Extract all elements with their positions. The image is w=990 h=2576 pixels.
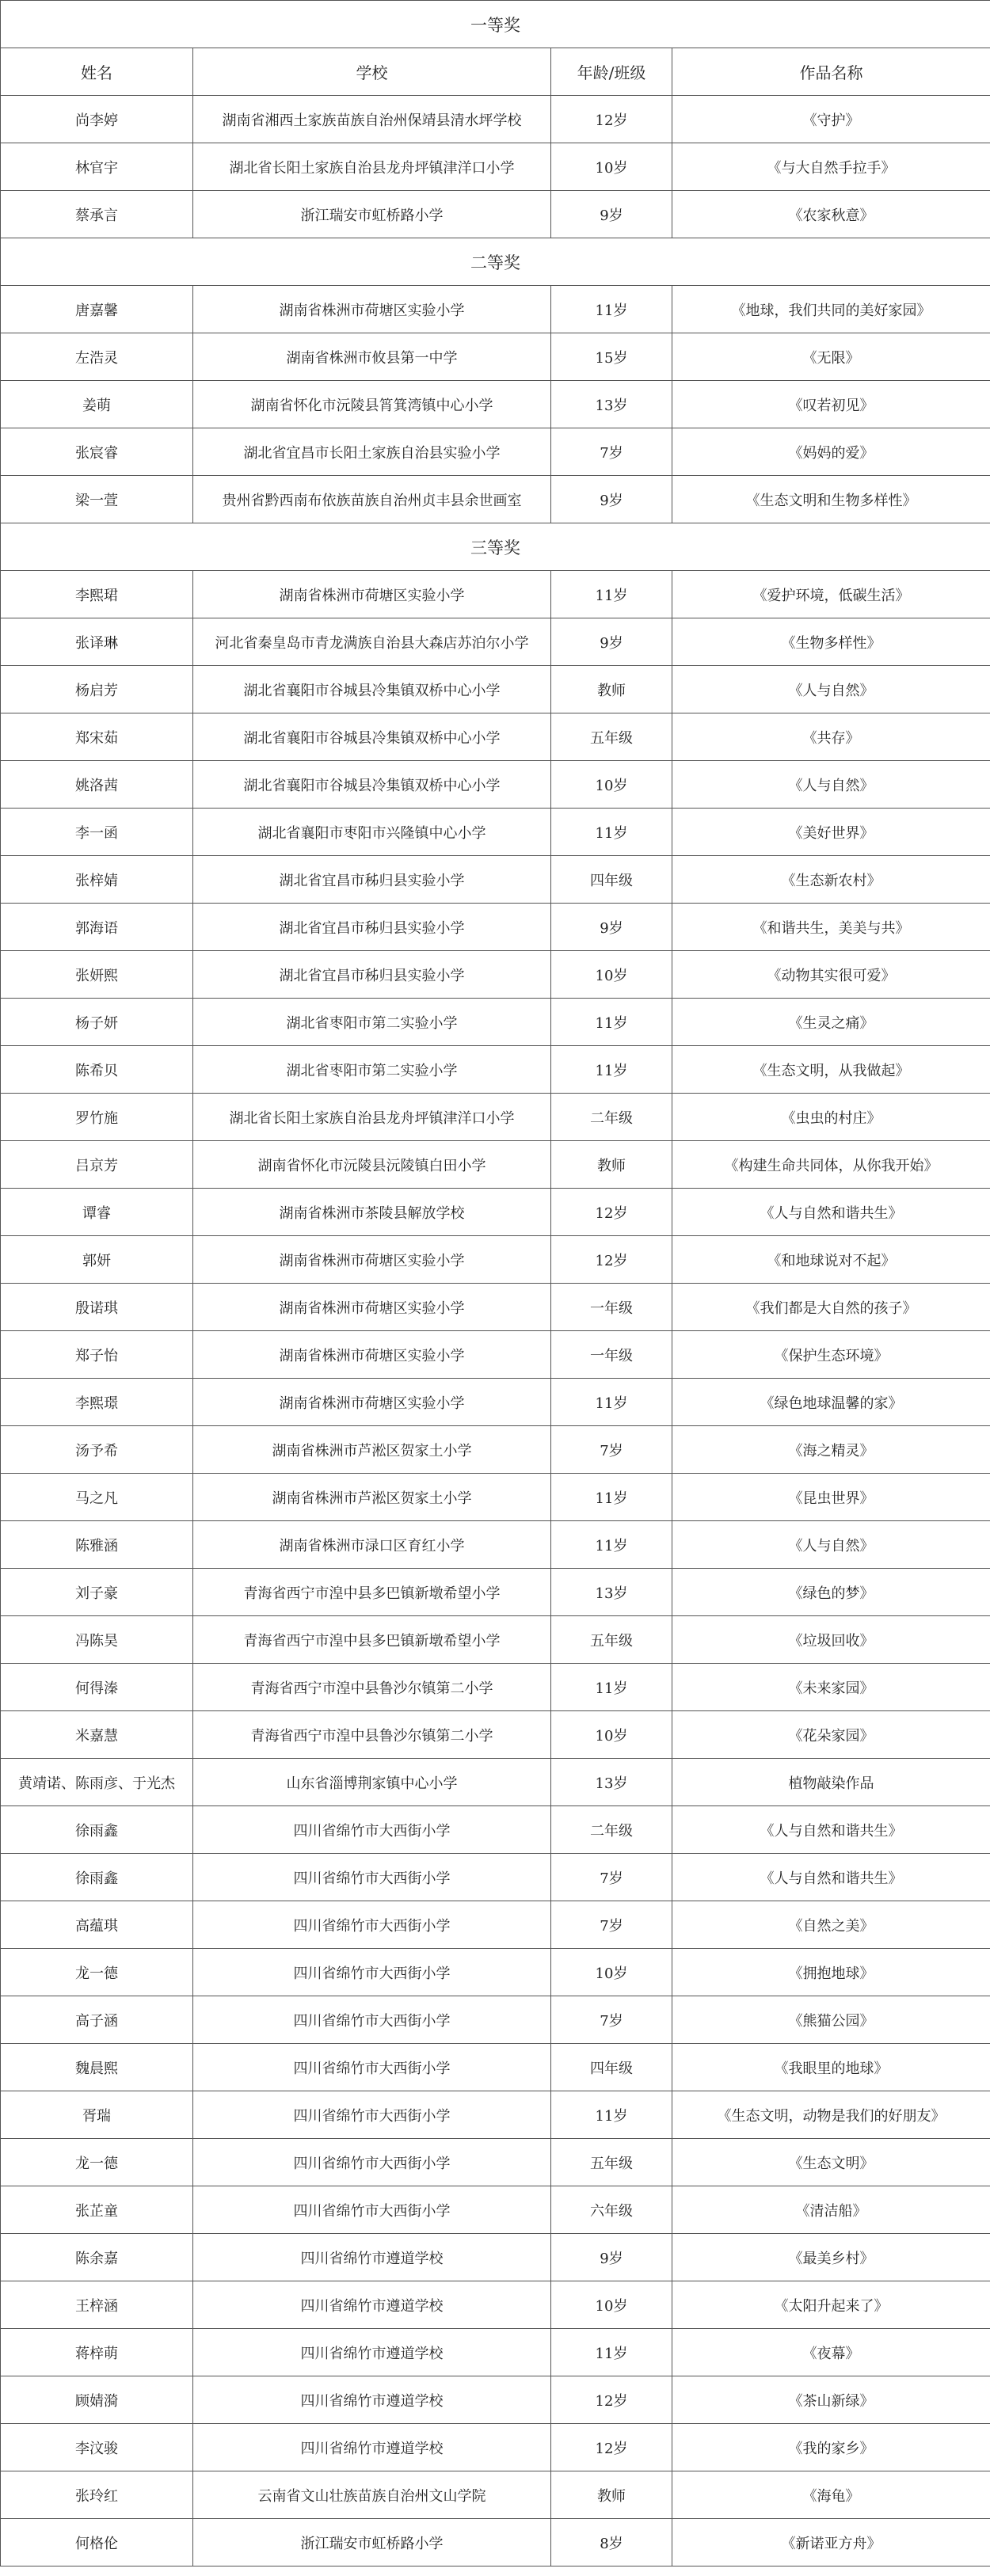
school-cell: 山东省淄博荆家镇中心小学: [193, 1759, 551, 1806]
school-cell: 贵州省黔西南布依族苗族自治州贞丰县余世画室: [193, 476, 551, 523]
name-cell: 尚李婷: [1, 96, 193, 143]
table-row: [1, 2329, 990, 2376]
name-cell: 张妍熙: [1, 951, 193, 999]
name-cell: 李汶骏: [1, 2424, 193, 2471]
name-cell: 郭妍: [1, 1236, 193, 1284]
school-cell: 河北省秦皇岛市青龙满族自治县大森店苏泊尔小学: [193, 618, 551, 666]
table-row: [1, 191, 990, 238]
name-cell: 吕京芳: [1, 1141, 193, 1189]
age-grade-cell: 12岁: [551, 2424, 672, 2471]
work-title-cell: 《动物其实很可爱》: [672, 951, 990, 999]
age-grade-cell: 9岁: [551, 618, 672, 666]
age-grade-cell: 10岁: [551, 1949, 672, 1996]
table-row: [1, 2471, 990, 2519]
award-section-title: 二等奖: [1, 238, 990, 286]
work-title-cell: 《生态新农村》: [672, 856, 990, 904]
age-grade-cell: 7岁: [551, 428, 672, 476]
table-row: [1, 2234, 990, 2281]
work-title-cell: 《绿色地球温馨的家》: [672, 1379, 990, 1426]
table-row: [1, 1094, 990, 1141]
name-cell: 姚洛茜: [1, 761, 193, 809]
work-title-cell: 《绿色的梦》: [672, 1569, 990, 1616]
name-cell: 陈余嘉: [1, 2234, 193, 2281]
age-grade-cell: 9岁: [551, 2234, 672, 2281]
work-title-cell: 《无限》: [672, 333, 990, 381]
table-row: [1, 1474, 990, 1521]
age-grade-cell: 11岁: [551, 571, 672, 618]
age-grade-cell: 11岁: [551, 1664, 672, 1711]
age-grade-cell: 四年级: [551, 2044, 672, 2091]
age-grade-cell: 二年级: [551, 1806, 672, 1854]
age-grade-cell: 教师: [551, 666, 672, 713]
work-title-cell: 《地球，我们共同的美好家园》: [672, 286, 990, 333]
age-grade-cell: 五年级: [551, 713, 672, 761]
name-cell: 左浩灵: [1, 333, 193, 381]
age-grade-cell: 六年级: [551, 2186, 672, 2234]
table-row: [1, 1616, 990, 1664]
table-row: [1, 2186, 990, 2234]
name-cell: 张芷童: [1, 2186, 193, 2234]
header-work-title: 作品名称: [672, 48, 990, 96]
school-cell: 四川省绵竹市遵道学校: [193, 2376, 551, 2424]
school-cell: 湖北省襄阳市谷城县冷集镇双桥中心小学: [193, 761, 551, 809]
name-cell: 米嘉慧: [1, 1711, 193, 1759]
name-cell: 蔡承言: [1, 191, 193, 238]
work-title-cell: 《我眼里的地球》: [672, 2044, 990, 2091]
table-row: [1, 1426, 990, 1474]
work-title-cell: 《海龟》: [672, 2471, 990, 2519]
table-row: [1, 1569, 990, 1616]
name-cell: 冯陈昊: [1, 1616, 193, 1664]
age-grade-cell: 10岁: [551, 951, 672, 999]
name-cell: 汤予希: [1, 1426, 193, 1474]
table-row: [1, 476, 990, 523]
school-cell: 青海省西宁市湟中县多巴镇新墩希望小学: [193, 1569, 551, 1616]
table-row: [1, 1189, 990, 1236]
school-cell: 青海省西宁市湟中县鲁沙尔镇第二小学: [193, 1664, 551, 1711]
table-header-row: [1, 48, 990, 96]
school-cell: 四川省绵竹市大西街小学: [193, 2186, 551, 2234]
award-section-title: 一等奖: [1, 1, 990, 48]
school-cell: 湖北省襄阳市枣阳市兴隆镇中心小学: [193, 809, 551, 856]
table-row: [1, 856, 990, 904]
school-cell: 湖北省长阳土家族自治县龙舟坪镇津洋口小学: [193, 1094, 551, 1141]
work-title-cell: 《我的家乡》: [672, 2424, 990, 2471]
work-title-cell: 《叹若初见》: [672, 381, 990, 428]
table-row: [1, 1046, 990, 1094]
school-cell: 湖北省枣阳市第二实验小学: [193, 1046, 551, 1094]
table-row: [1, 809, 990, 856]
work-title-cell: 《与大自然手拉手》: [672, 143, 990, 191]
name-cell: 陈希贝: [1, 1046, 193, 1094]
table-row: [1, 1901, 990, 1949]
age-grade-cell: 11岁: [551, 1521, 672, 1569]
name-cell: 何格伦: [1, 2519, 193, 2566]
work-title-cell: 《最美乡村》: [672, 2234, 990, 2281]
table-row: [1, 2424, 990, 2471]
table-row: [1, 571, 990, 618]
header-school: 学校: [193, 48, 551, 96]
table-row: [1, 1759, 990, 1806]
name-cell: 杨启芳: [1, 666, 193, 713]
school-cell: 四川省绵竹市遵道学校: [193, 2234, 551, 2281]
work-title-cell: 《生灵之痛》: [672, 999, 990, 1046]
age-grade-cell: 11岁: [551, 1046, 672, 1094]
table-row: [1, 904, 990, 951]
age-grade-cell: 7岁: [551, 1854, 672, 1901]
work-title-cell: 《人与自然》: [672, 1521, 990, 1569]
name-cell: 梁一萱: [1, 476, 193, 523]
name-cell: 李熙璟: [1, 1379, 193, 1426]
table-row: [1, 1711, 990, 1759]
school-cell: 青海省西宁市湟中县鲁沙尔镇第二小学: [193, 1711, 551, 1759]
work-title-cell: 《人与自然》: [672, 666, 990, 713]
school-cell: 湖南省株洲市攸县第一中学: [193, 333, 551, 381]
work-title-cell: 《生态文明，动物是我们的好朋友》: [672, 2091, 990, 2139]
age-grade-cell: 教师: [551, 1141, 672, 1189]
table-row: [1, 1996, 990, 2044]
school-cell: 四川省绵竹市大西街小学: [193, 2091, 551, 2139]
age-grade-cell: 13岁: [551, 1569, 672, 1616]
age-grade-cell: 7岁: [551, 1426, 672, 1474]
school-cell: 湖南省株洲市荷塘区实验小学: [193, 1331, 551, 1379]
school-cell: 湖南省湘西土家族苗族自治州保靖县清水坪学校: [193, 96, 551, 143]
school-cell: 湖南省株洲市荷塘区实验小学: [193, 571, 551, 618]
award-section-row: [1, 238, 990, 286]
work-title-cell: 《未来家园》: [672, 1664, 990, 1711]
table-row: [1, 286, 990, 333]
age-grade-cell: 一年级: [551, 1284, 672, 1331]
work-title-cell: 《夜幕》: [672, 2329, 990, 2376]
name-cell: 殷诺琪: [1, 1284, 193, 1331]
age-grade-cell: 二年级: [551, 1094, 672, 1141]
age-grade-cell: 12岁: [551, 96, 672, 143]
age-grade-cell: 教师: [551, 2471, 672, 2519]
school-cell: 湖南省株洲市荷塘区实验小学: [193, 286, 551, 333]
name-cell: 杨子妍: [1, 999, 193, 1046]
name-cell: 陈雅涵: [1, 1521, 193, 1569]
award-section-title: 三等奖: [1, 523, 990, 571]
work-title-cell: 《生态文明》: [672, 2139, 990, 2186]
age-grade-cell: 10岁: [551, 1711, 672, 1759]
age-grade-cell: 13岁: [551, 1759, 672, 1806]
age-grade-cell: 10岁: [551, 143, 672, 191]
age-grade-cell: 11岁: [551, 999, 672, 1046]
age-grade-cell: 7岁: [551, 1996, 672, 2044]
table-row: [1, 2519, 990, 2566]
age-grade-cell: 12岁: [551, 1236, 672, 1284]
age-grade-cell: 9岁: [551, 191, 672, 238]
name-cell: 顾婧漪: [1, 2376, 193, 2424]
name-cell: 胥瑞: [1, 2091, 193, 2139]
name-cell: 谭睿: [1, 1189, 193, 1236]
school-cell: 四川省绵竹市遵道学校: [193, 2329, 551, 2376]
table-row: [1, 1284, 990, 1331]
table-row: [1, 951, 990, 999]
school-cell: 湖南省株洲市荷塘区实验小学: [193, 1236, 551, 1284]
work-title-cell: 《新诺亚方舟》: [672, 2519, 990, 2566]
work-title-cell: 《共存》: [672, 713, 990, 761]
table-row: [1, 1141, 990, 1189]
school-cell: 四川省绵竹市大西街小学: [193, 1854, 551, 1901]
school-cell: 湖南省株洲市荷塘区实验小学: [193, 1379, 551, 1426]
work-title-cell: 《拥抱地球》: [672, 1949, 990, 1996]
school-cell: 湖南省株洲市茶陵县解放学校: [193, 1189, 551, 1236]
work-title-cell: 《美好世界》: [672, 809, 990, 856]
school-cell: 湖南省株洲市荷塘区实验小学: [193, 1284, 551, 1331]
age-grade-cell: 8岁: [551, 2519, 672, 2566]
age-grade-cell: 9岁: [551, 476, 672, 523]
work-title-cell: 《保护生态环境》: [672, 1331, 990, 1379]
name-cell: 龙一德: [1, 2139, 193, 2186]
table-row: [1, 2139, 990, 2186]
school-cell: 四川省绵竹市大西街小学: [193, 1901, 551, 1949]
name-cell: 高子涵: [1, 1996, 193, 2044]
name-cell: 李熙珺: [1, 571, 193, 618]
name-cell: 张梓婧: [1, 856, 193, 904]
work-title-cell: 《花朵家园》: [672, 1711, 990, 1759]
age-grade-cell: 11岁: [551, 1474, 672, 1521]
age-grade-cell: 11岁: [551, 2091, 672, 2139]
name-cell: 唐嘉馨: [1, 286, 193, 333]
table-row: [1, 618, 990, 666]
name-cell: 张译琳: [1, 618, 193, 666]
name-cell: 郑宋茹: [1, 713, 193, 761]
header-age-grade: 年龄/班级: [551, 48, 672, 96]
award-section-row: [1, 1, 990, 48]
work-title-cell: 《人与自然和谐共生》: [672, 1806, 990, 1854]
name-cell: 李一函: [1, 809, 193, 856]
name-cell: 林官宇: [1, 143, 193, 191]
age-grade-cell: 15岁: [551, 333, 672, 381]
age-grade-cell: 一年级: [551, 1331, 672, 1379]
work-title-cell: 《我们都是大自然的孩子》: [672, 1284, 990, 1331]
table-row: [1, 428, 990, 476]
age-grade-cell: 11岁: [551, 809, 672, 856]
name-cell: 高蕴琪: [1, 1901, 193, 1949]
work-title-cell: 《爱护环境，低碳生活》: [672, 571, 990, 618]
work-title-cell: 《茶山新绿》: [672, 2376, 990, 2424]
work-title-cell: 《守护》: [672, 96, 990, 143]
school-cell: 四川省绵竹市遵道学校: [193, 2281, 551, 2329]
school-cell: 云南省文山壮族苗族自治州文山学院: [193, 2471, 551, 2519]
table-row: [1, 2376, 990, 2424]
age-grade-cell: 五年级: [551, 2139, 672, 2186]
work-title-cell: 《人与自然和谐共生》: [672, 1854, 990, 1901]
age-grade-cell: 10岁: [551, 761, 672, 809]
table-row: [1, 999, 990, 1046]
school-cell: 四川省绵竹市大西街小学: [193, 1806, 551, 1854]
age-grade-cell: 12岁: [551, 2376, 672, 2424]
school-cell: 湖北省长阳土家族自治县龙舟坪镇津洋口小学: [193, 143, 551, 191]
work-title-cell: 《清洁船》: [672, 2186, 990, 2234]
name-cell: 郭海语: [1, 904, 193, 951]
work-title-cell: 《构建生命共同体，从你我开始》: [672, 1141, 990, 1189]
school-cell: 湖北省襄阳市谷城县冷集镇双桥中心小学: [193, 666, 551, 713]
work-title-cell: 《海之精灵》: [672, 1426, 990, 1474]
name-cell: 何得溱: [1, 1664, 193, 1711]
table-row: [1, 381, 990, 428]
school-cell: 湖南省株洲市芦淞区贺家土小学: [193, 1474, 551, 1521]
name-cell: 王梓涵: [1, 2281, 193, 2329]
school-cell: 湖南省怀化市沅陵县筲箕湾镇中心小学: [193, 381, 551, 428]
table-row: [1, 1949, 990, 1996]
table-row: [1, 666, 990, 713]
name-cell: 姜萌: [1, 381, 193, 428]
work-title-cell: 《生物多样性》: [672, 618, 990, 666]
name-cell: 徐雨鑫: [1, 1806, 193, 1854]
work-title-cell: 植物敲染作品: [672, 1759, 990, 1806]
school-cell: 四川省绵竹市大西街小学: [193, 1949, 551, 1996]
work-title-cell: 《太阳升起来了》: [672, 2281, 990, 2329]
name-cell: 张玲红: [1, 2471, 193, 2519]
name-cell: 魏晨熙: [1, 2044, 193, 2091]
age-grade-cell: 11岁: [551, 2329, 672, 2376]
table-row: [1, 333, 990, 381]
age-grade-cell: 四年级: [551, 856, 672, 904]
school-cell: 湖北省枣阳市第二实验小学: [193, 999, 551, 1046]
age-grade-cell: 11岁: [551, 1379, 672, 1426]
age-grade-cell: 9岁: [551, 904, 672, 951]
header-name: 姓名: [1, 48, 193, 96]
school-cell: 湖南省怀化市沅陵县沅陵镇白田小学: [193, 1141, 551, 1189]
school-cell: 湖北省宜昌市长阳土家族自治县实验小学: [193, 428, 551, 476]
school-cell: 四川省绵竹市大西街小学: [193, 1996, 551, 2044]
age-grade-cell: 10岁: [551, 2281, 672, 2329]
school-cell: 四川省绵竹市大西街小学: [193, 2044, 551, 2091]
work-title-cell: 《昆虫世界》: [672, 1474, 990, 1521]
work-title-cell: 《人与自然》: [672, 761, 990, 809]
table-row: [1, 2091, 990, 2139]
age-grade-cell: 7岁: [551, 1901, 672, 1949]
awards-table-body: [1, 1, 990, 2566]
work-title-cell: 《妈妈的爱》: [672, 428, 990, 476]
table-row: [1, 1521, 990, 1569]
work-title-cell: 《垃圾回收》: [672, 1616, 990, 1664]
table-row: [1, 1664, 990, 1711]
work-title-cell: 《自然之美》: [672, 1901, 990, 1949]
work-title-cell: 《农家秋意》: [672, 191, 990, 238]
work-title-cell: 《和谐共生，美美与共》: [672, 904, 990, 951]
name-cell: 蒋梓萌: [1, 2329, 193, 2376]
name-cell: 刘子豪: [1, 1569, 193, 1616]
table-row: [1, 1806, 990, 1854]
school-cell: 湖北省宜昌市秭归县实验小学: [193, 856, 551, 904]
table-row: [1, 1379, 990, 1426]
table-row: [1, 761, 990, 809]
table-row: [1, 1331, 990, 1379]
school-cell: 湖南省株洲市芦淞区贺家土小学: [193, 1426, 551, 1474]
work-title-cell: 《生态文明，从我做起》: [672, 1046, 990, 1094]
school-cell: 湖北省宜昌市秭归县实验小学: [193, 904, 551, 951]
school-cell: 湖北省襄阳市谷城县冷集镇双桥中心小学: [193, 713, 551, 761]
work-title-cell: 《人与自然和谐共生》: [672, 1189, 990, 1236]
name-cell: 张宸睿: [1, 428, 193, 476]
table-row: [1, 2281, 990, 2329]
work-title-cell: 《生态文明和生物多样性》: [672, 476, 990, 523]
age-grade-cell: 11岁: [551, 286, 672, 333]
table-row: [1, 143, 990, 191]
table-row: [1, 1236, 990, 1284]
school-cell: 浙江瑞安市虹桥路小学: [193, 191, 551, 238]
name-cell: 龙一德: [1, 1949, 193, 1996]
table-row: [1, 713, 990, 761]
school-cell: 青海省西宁市湟中县多巴镇新墩希望小学: [193, 1616, 551, 1664]
name-cell: 马之凡: [1, 1474, 193, 1521]
award-section-row: [1, 523, 990, 571]
work-title-cell: 《虫虫的村庄》: [672, 1094, 990, 1141]
name-cell: 罗竹施: [1, 1094, 193, 1141]
age-grade-cell: 12岁: [551, 1189, 672, 1236]
name-cell: 黄靖诺、陈雨彦、于光杰: [1, 1759, 193, 1806]
name-cell: 郑子怡: [1, 1331, 193, 1379]
age-grade-cell: 五年级: [551, 1616, 672, 1664]
school-cell: 四川省绵竹市大西街小学: [193, 2139, 551, 2186]
school-cell: 四川省绵竹市遵道学校: [193, 2424, 551, 2471]
work-title-cell: 《熊猫公园》: [672, 1996, 990, 2044]
table-row: [1, 2044, 990, 2091]
age-grade-cell: 13岁: [551, 381, 672, 428]
table-row: [1, 96, 990, 143]
name-cell: 徐雨鑫: [1, 1854, 193, 1901]
school-cell: 浙江瑞安市虹桥路小学: [193, 2519, 551, 2566]
school-cell: 湖北省宜昌市秭归县实验小学: [193, 951, 551, 999]
work-title-cell: 《和地球说对不起》: [672, 1236, 990, 1284]
table-row: [1, 1854, 990, 1901]
school-cell: 湖南省株洲市渌口区育红小学: [193, 1521, 551, 1569]
